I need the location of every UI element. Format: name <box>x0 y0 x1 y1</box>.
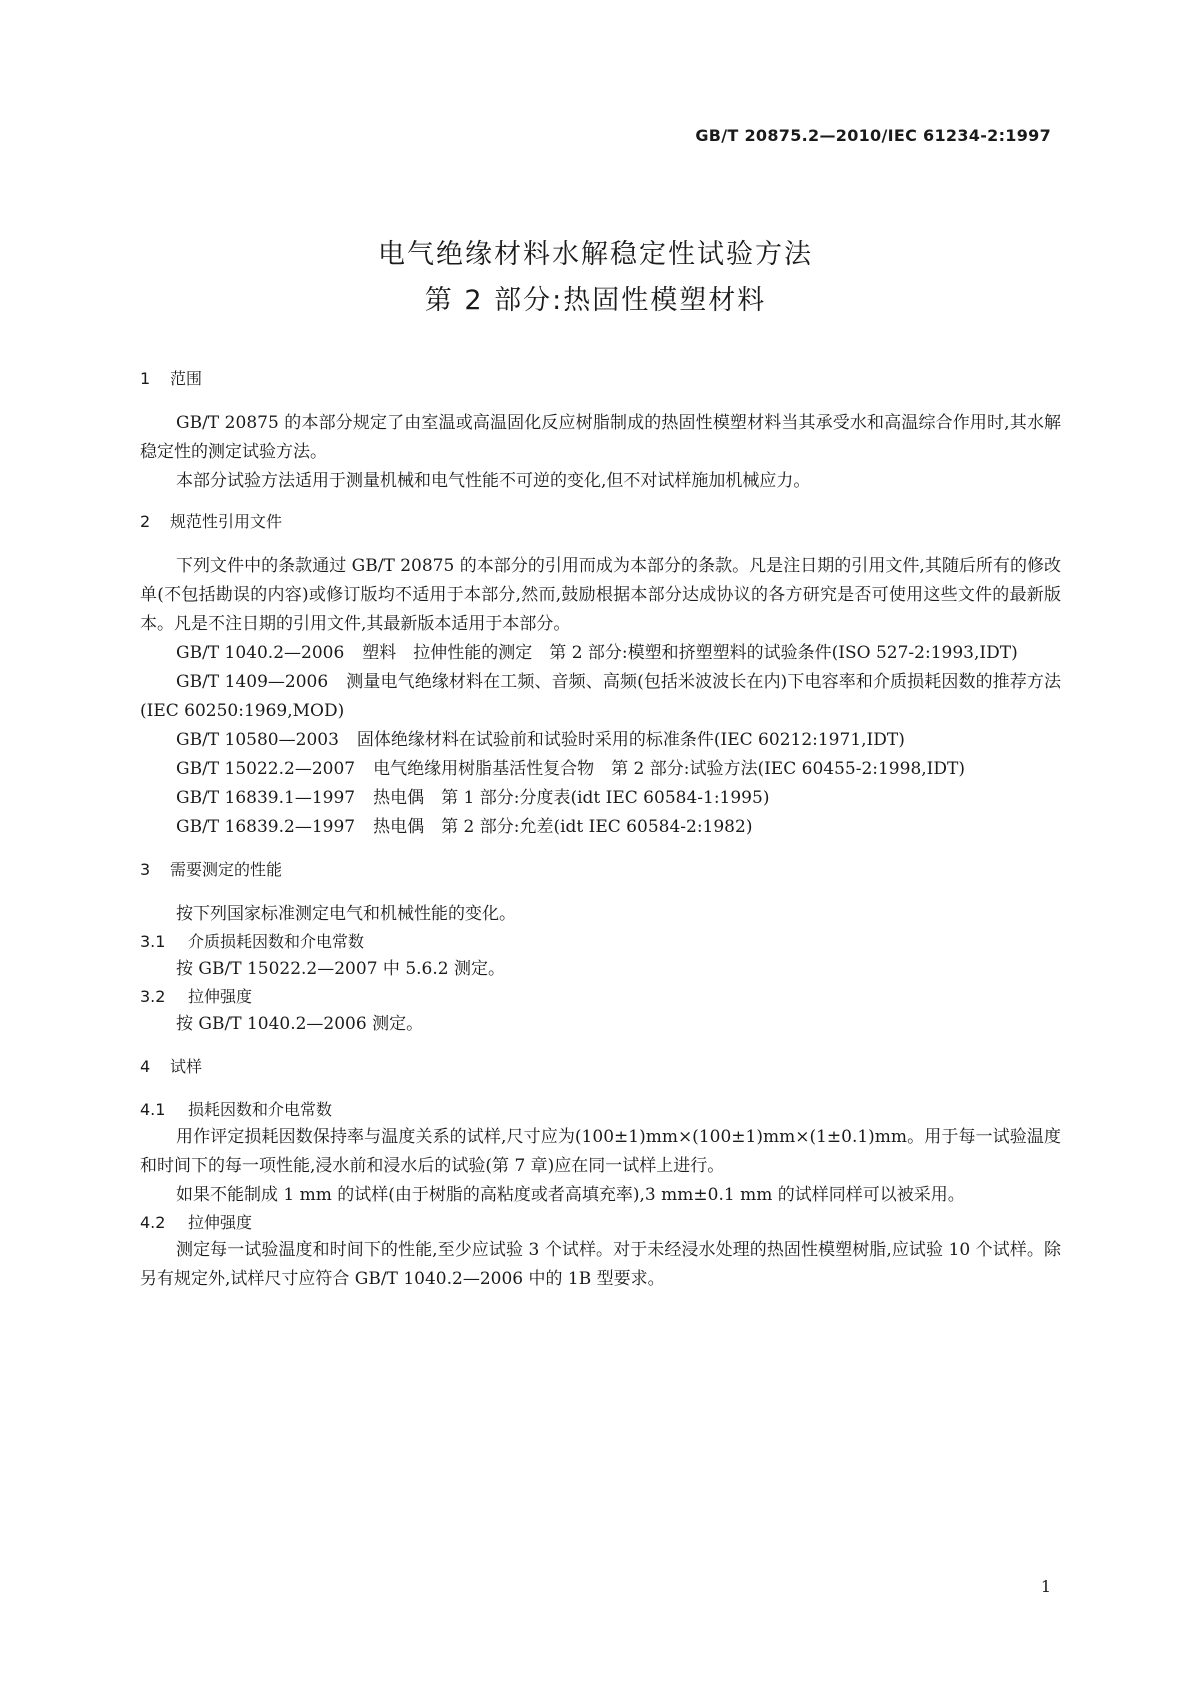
reference-title: 测量电气绝缘材料在工频、音频、高频(包括米波波长在内)下电容率和介质损耗因数的推荐方法(IEC 60250:1969,MOD) <box>140 672 1062 721</box>
subsection-heading-3-2 <box>140 984 1061 1010</box>
section-heading-3 <box>140 859 1061 881</box>
reference-code: GB/T 10580—2003 <box>176 730 339 750</box>
document-body <box>140 368 1061 1294</box>
subsection-number: 3.2 <box>140 987 166 1006</box>
subsection-title: 拉伸强度 <box>188 1213 253 1232</box>
title-line-2: 第 2 部分:热固性模塑材料 <box>424 285 767 316</box>
section-number: 4 <box>140 1057 151 1076</box>
normative-reference <box>140 784 1061 813</box>
paragraph: GB/T 20875 的本部分规定了由室温或高温固化反应树脂制成的热固性模塑材料当其承受水和高温综合作用时,其水解稳定性的测定试验方法。 <box>140 413 1061 462</box>
subsection-title: 介质损耗因数和介电常数 <box>188 932 365 951</box>
normative-reference <box>140 668 1061 726</box>
subsection-title: 拉伸强度 <box>188 987 253 1006</box>
reference-code: GB/T 16839.2—1997 <box>176 817 356 837</box>
normative-reference <box>140 755 1061 784</box>
section-title: 需要测定的性能 <box>170 860 283 879</box>
reference-code: GB/T 16839.1—1997 <box>176 788 356 808</box>
paragraph: 按 GB/T 1040.2—2006 测定。 <box>176 1014 424 1034</box>
subsection-number: 4.2 <box>140 1213 166 1232</box>
reference-title: 电气绝缘用树脂基活性复合物 第 2 部分:试验方法(IEC 60455-2:1998,IDT) <box>373 759 965 779</box>
paragraph: 本部分试验方法适用于测量机械和电气性能不可逆的变化,但不对试样施加机械应力。 <box>176 471 811 491</box>
paragraph: 按下列国家标准测定电气和机械性能的变化。 <box>176 904 516 924</box>
reference-title: 热电偶 第 2 部分:允差(idt IEC 60584-2:1982) <box>373 817 753 837</box>
title-line-1: 电气绝缘材料水解稳定性试验方法 <box>378 239 813 270</box>
section-heading-1 <box>140 368 1061 390</box>
section-number: 2 <box>140 512 151 531</box>
reference-code: GB/T 1409—2006 <box>176 672 329 692</box>
section-title: 范围 <box>170 369 203 388</box>
section-heading-4 <box>140 1056 1061 1078</box>
reference-code: GB/T 1040.2—2006 <box>176 643 345 663</box>
reference-title: 固体绝缘材料在试验前和试验时采用的标准条件(IEC 60212:1971,IDT) <box>356 730 905 750</box>
normative-reference <box>140 726 1061 755</box>
document-title <box>0 232 1191 324</box>
standard-code: GB/T 20875.2—2010/IEC 61234-2:1997 <box>695 126 1051 145</box>
subsection-number: 3.1 <box>140 932 166 951</box>
section-heading-2 <box>140 511 1061 533</box>
subsection-number: 4.1 <box>140 1100 166 1119</box>
reference-title: 热电偶 第 1 部分:分度表(idt IEC 60584-1:1995) <box>373 788 770 808</box>
section-number: 3 <box>140 860 151 879</box>
subsection-title: 损耗因数和介电常数 <box>188 1100 333 1119</box>
reference-code: GB/T 15022.2—2007 <box>176 759 356 779</box>
subsection-heading-4-2 <box>140 1210 1061 1236</box>
normative-reference <box>140 813 1061 842</box>
normative-reference <box>140 639 1061 668</box>
subsection-heading-3-1 <box>140 929 1061 955</box>
page-number: 1 <box>1040 1577 1051 1596</box>
paragraph: 用作评定损耗因数保持率与温度关系的试样,尺寸应为(100±1)mm×(100±1)mm×(1±0.1)mm。用于每一试验温度和时间下的每一项性能,浸水前和浸水后的试验(第 7 章)应在同一试样上进行。 <box>140 1127 1061 1176</box>
subsection-heading-4-1 <box>140 1097 1061 1123</box>
section-title: 规范性引用文件 <box>170 512 283 531</box>
section-title: 试样 <box>170 1057 203 1076</box>
reference-title: 塑料 拉伸性能的测定 第 2 部分:模塑和挤塑塑料的试验条件(ISO 527-2:1993,IDT) <box>362 643 1018 663</box>
section-number: 1 <box>140 369 151 388</box>
paragraph: 按 GB/T 15022.2—2007 中 5.6.2 测定。 <box>176 959 505 979</box>
paragraph: 如果不能制成 1 mm 的试样(由于树脂的高粘度或者高填充率),3 mm±0.1 mm 的试样同样可以被采用。 <box>176 1185 965 1205</box>
paragraph: 测定每一试验温度和时间下的性能,至少应试验 3 个试样。对于未经浸水处理的热固性模塑树脂,应试验 10 个试样。除另有规定外,试样尺寸应符合 GB/T 1040.2—2006 中的 1B 型要求。 <box>140 1240 1061 1289</box>
paragraph: 下列文件中的条款通过 GB/T 20875 的本部分的引用而成为本部分的条款。凡是注日期的引用文件,其随后所有的修改单(不包括勘误的内容)或修订版均不适用于本部分,然而,鼓励根据本部分达成协议的各方研究是否可使用这些文件的最新版本。凡是不注日期的引用文件,其最新版本适用于本部分。 <box>140 556 1061 634</box>
